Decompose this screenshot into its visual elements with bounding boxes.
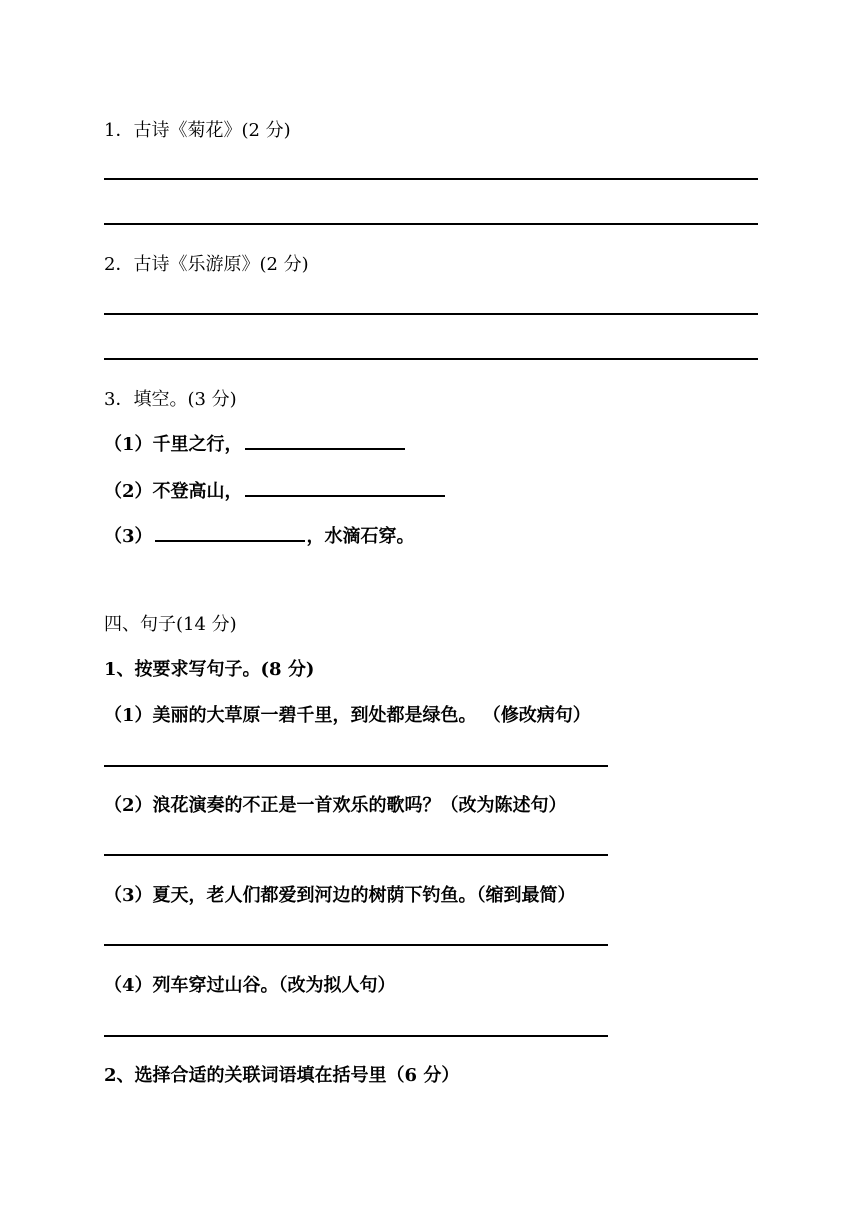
fill-item-2-text: （2）不登高山， (104, 481, 243, 502)
fill-item-1 (104, 430, 407, 456)
sentence-answer-line-3[interactable] (104, 944, 608, 946)
sentence-task-4: （4）列车穿过山谷。（改为拟人句） (104, 975, 396, 996)
section-4-sub1: 1、按要求写句子。(8 分) (104, 659, 315, 680)
answer-line-1b[interactable] (104, 223, 758, 225)
fill-item-3-prefix: （3） (104, 526, 153, 547)
fill-item-3-text: ，水滴石穿。 (306, 526, 415, 547)
fill-blank-1[interactable] (245, 430, 405, 450)
answer-line-1a[interactable] (104, 178, 758, 180)
section-4-title: 四、句子(14 分) (104, 614, 237, 635)
fill-blank-2[interactable] (245, 477, 445, 497)
question-1-heading: 1．古诗《菊花》(2 分) (104, 120, 291, 141)
sentence-answer-line-4[interactable] (104, 1035, 608, 1037)
section-4-sub2: 2、选择合适的关联词语填在括号里（6 分） (104, 1065, 460, 1086)
answer-line-2b[interactable] (104, 358, 758, 360)
sentence-task-1: （1）美丽的大草原一碧千里，到处都是绿色。 （修改病句） (104, 705, 591, 726)
sentence-task-2: （2）浪花演奏的不正是一首欢乐的歌吗？（改为陈述句） (104, 795, 567, 816)
fill-item-2 (104, 477, 447, 503)
fill-blank-3[interactable] (155, 522, 305, 542)
fill-item-1-text: （1）千里之行， (104, 434, 243, 455)
sentence-answer-line-1[interactable] (104, 765, 608, 767)
answer-line-2a[interactable] (104, 313, 758, 315)
sentence-answer-line-2[interactable] (104, 854, 608, 856)
question-2-heading: 2．古诗《乐游原》(2 分) (104, 254, 309, 275)
sentence-task-3: （3）夏天，老人们都爱到河边的树荫下钓鱼。（缩到最简） (104, 885, 576, 906)
fill-item-3 (104, 522, 415, 548)
question-3-heading: 3．填空。(3 分) (104, 389, 237, 410)
